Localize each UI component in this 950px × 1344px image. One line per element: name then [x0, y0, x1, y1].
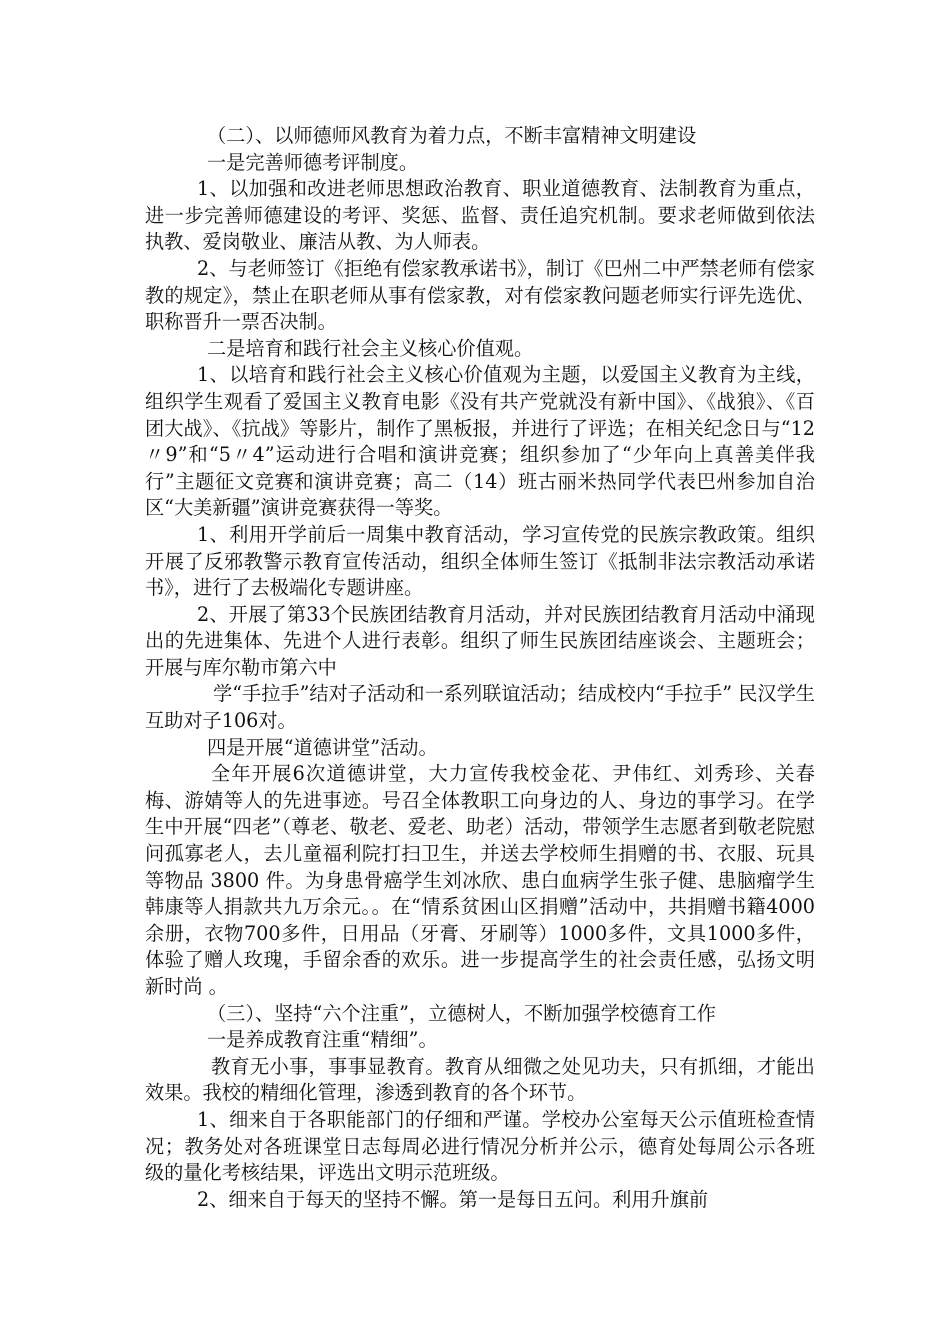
subheading-core-values: 二是培育和践行社会主义核心价值观。: [207, 336, 534, 360]
paragraph-body: 全年开展6次道德讲堂，大力宣传我校金花、尹伟红、刘秀珍、关春梅、游婧等人的先进事迹。号召全体教职工向身边的人、身边的事学习。在学生中开展“四老”（尊老、敬老、爱老、助老）活动，带领学生志愿者到敬老院慰问孤寡老人，去儿童福利院打扫卫生，并送去学校师生捐赠的书、衣服、玩具等物品 3800 件。为身患骨癌学生刘冰欣、患白血病学生张子健、患脑瘤学生韩康等人捐款共九万余元。。在“情系贫困山区捐赠”活动中，共捐赠书籍4000余册，衣物700多件，日用品（牙膏、牙刷等）1000多件，文具1000多件，体验了赠人玫瑰，手留余香的欢乐。进一步提高学生的社会责任感，弘扬文明新时尚 。: [145, 762, 815, 998]
paragraph-item: 1、以培育和践行社会主义核心价值观为主题，以爱国主义教育为主线，组织学生观看了爱国主义教育电影《没有共产党就没有新中国》、《战狼》、《百团大战》、《抗战》等影片，制作了黑板报，并进行了评选；在相关纪念日与“12〃9”和“5〃4”运动进行合唱和演讲竞赛；组织参加了“少年向上真善美伴我行”主题征文竞赛和演讲竞赛；高二（14）班古丽米热同学代表巴州参加自治区“大美新疆”演讲竞赛获得一等奖。: [145, 363, 815, 520]
paragraph-item: 1、细来自于各职能部门的仔细和严谨。学校办公室每天公示值班检查情况；教务处对各班课堂日志每周必进行情况分析并公示，德育处每周公示各班级的量化考核结果，评选出文明示范班级。: [145, 1107, 815, 1185]
paragraph-continuation: 学“手拉手”结对子活动和一系列联谊活动；结成校内“手拉手” 民汉学生互助对子106对。: [145, 682, 815, 733]
paragraph-item: 2、与老师签订《拒绝有偿家教承诺书》，制订《巴州二中严禁老师有偿家教的规定》，禁止在职老师从事有偿家教，对有偿家教问题老师实行评先选优、职称晋升一票否决制。: [145, 256, 815, 334]
paragraph-item: 1、以加强和改进老师思想政治教育、职业道德教育、法制教育为重点，进一步完善师德建设的考评、奖惩、监督、责任追究机制。要求老师做到依法执教、爱岗敬业、廉洁从教、为人师表。: [145, 177, 815, 254]
paragraph-item: 2、细来自于每天的坚持不懈。第一是每日五问。利用升旗前: [197, 1187, 709, 1211]
section-heading-3: （三）、坚持“六个注重”，立德树人，不断加强学校德育工作: [207, 1001, 716, 1025]
subheading-habit-education: 一是养成教育注重“精细”。: [207, 1028, 438, 1052]
subheading-moral-lecture: 四是开展“道德讲堂”活动。: [207, 735, 438, 759]
document-page: [145, 123, 815, 1213]
paragraph-item: 2、开展了第33个民族团结教育月活动，并对民族团结教育月活动中涌现出的先进集体、先进个人进行表彰。组织了师生民族团结座谈会、主题班会；开展与库尔勒市第六中: [145, 602, 815, 679]
paragraph-body: 教育无小事，事事显教育。教育从细微之处见功夫，只有抓细，才能出效果。我校的精细化管理，渗透到教育的各个环节。: [145, 1054, 815, 1105]
subheading-ethics-evaluation: 一是完善师德考评制度。: [207, 150, 419, 174]
section-heading-2: （二）、以师德师风教育为着力点，不断丰富精神文明建设: [207, 124, 697, 147]
paragraph-item: 1、利用开学前后一周集中教育活动，学习宣传党的民族宗教政策。组织开展了反邪教警示教育宣传活动，组织全体师生签订《抵制非法宗教活动承诺书》，进行了去极端化专题讲座。: [145, 522, 815, 600]
